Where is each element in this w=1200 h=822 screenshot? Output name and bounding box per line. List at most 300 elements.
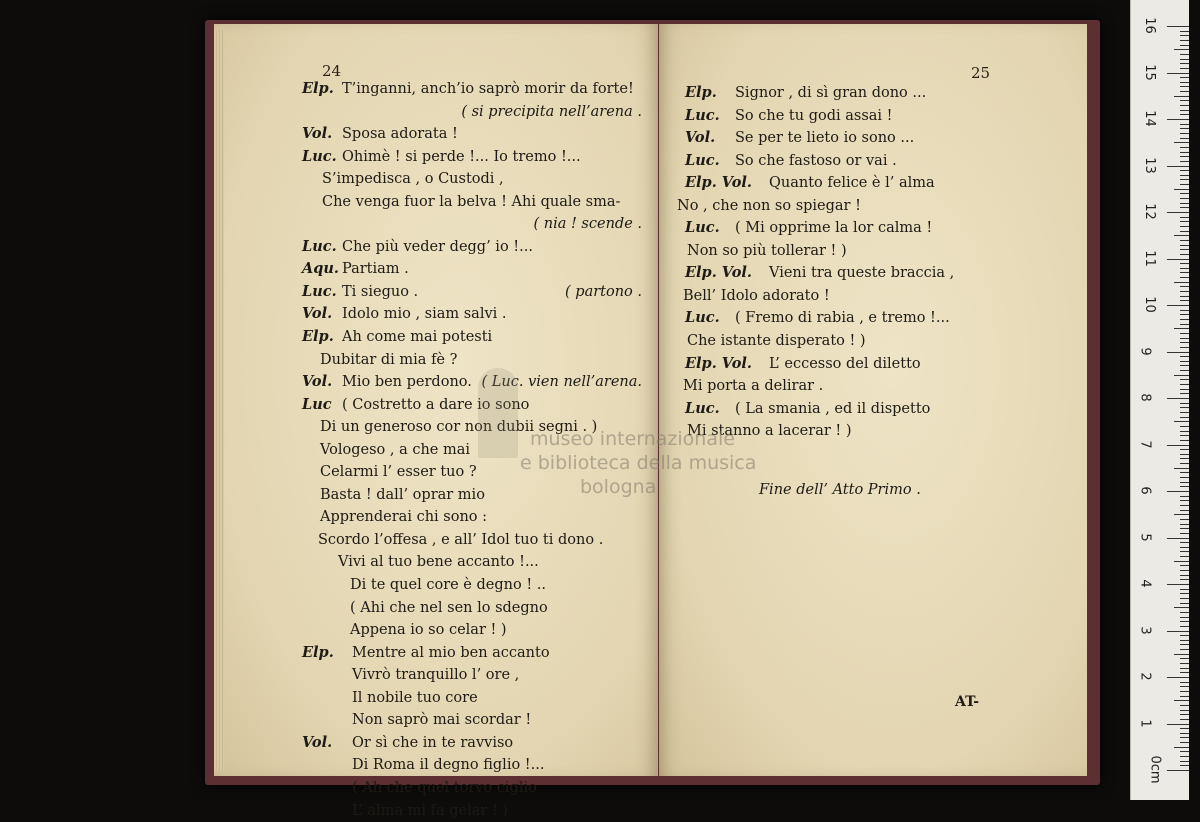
catchword: AT-: [955, 694, 979, 710]
ruler-tick: [1180, 100, 1189, 101]
ruler-tick: [1180, 417, 1189, 418]
ruler-tick: [1180, 300, 1189, 301]
ruler-tick: [1180, 77, 1189, 78]
text-line: [302, 800, 642, 822]
text-line: [685, 353, 1005, 376]
ruler-tick: [1180, 728, 1189, 729]
verse-text: Mi stanno a lacerar ! ): [687, 423, 851, 439]
text-line: [685, 217, 1005, 240]
verse-text: Di te quel core è degno ! ..: [350, 577, 546, 593]
ruler-tick: [1180, 556, 1189, 557]
text-line: [302, 754, 642, 777]
text-line: [302, 506, 642, 529]
ruler-number: 4: [1138, 579, 1153, 587]
ruler-tick: [1180, 217, 1189, 218]
ruler-tick: [1180, 370, 1189, 371]
verse-text: Se per te lieto io sono ...: [735, 130, 914, 146]
ruler-tick: [1180, 198, 1189, 199]
ruler-tick: [1180, 472, 1189, 473]
ruler-tick: [1174, 49, 1189, 50]
text-line: [685, 240, 1005, 263]
verse-text: ( Costretto a dare io sono: [342, 397, 529, 413]
ruler-tick: [1180, 179, 1189, 180]
ruler-number: 10: [1142, 296, 1157, 313]
ruler-tick: [1167, 259, 1189, 260]
ruler-number: 8: [1138, 393, 1153, 401]
ruler-tick: [1180, 500, 1189, 501]
ruler-tick: [1180, 458, 1189, 459]
ruler-tick: [1180, 682, 1189, 683]
ruler-tick: [1180, 263, 1189, 264]
verse-text: L’ eccesso del diletto: [769, 356, 921, 372]
ruler-tick: [1180, 742, 1189, 743]
ruler-number: 12: [1142, 203, 1157, 220]
speaker-label: Elp. Vol.: [685, 172, 765, 195]
speaker-label: Vol.: [302, 732, 342, 755]
verse-text: Or sì che in te ravviso: [352, 735, 513, 751]
ruler-tick: [1180, 751, 1189, 752]
ruler-tick: [1180, 649, 1189, 650]
ruler-number: 1: [1138, 719, 1153, 727]
ruler-tick: [1180, 617, 1189, 618]
ruler-tick: [1180, 626, 1189, 627]
ruler-tick: [1180, 31, 1189, 32]
ruler-unit-label: 0cm: [1148, 755, 1163, 783]
ruler-tick: [1174, 654, 1189, 655]
ruler-tick: [1180, 696, 1189, 697]
ruler-tick: [1167, 305, 1189, 306]
page-edges: [214, 30, 224, 770]
ruler-tick: [1180, 156, 1189, 157]
speaker-label: Vol.: [685, 127, 725, 150]
ruler-tick: [1167, 491, 1189, 492]
ruler-tick: [1180, 86, 1189, 87]
speaker-label: Luc.: [685, 307, 725, 330]
verse-text: L’ alma mi fa gelar ! ): [352, 803, 508, 819]
ruler-tick: [1180, 226, 1189, 227]
ruler-tick: [1180, 705, 1189, 706]
ruler-tick: [1180, 663, 1189, 664]
text-line: [302, 732, 642, 755]
speaker-label: Luc.: [302, 236, 342, 259]
ruler-tick: [1180, 338, 1189, 339]
verse-text: Ah come mai potesti: [342, 329, 492, 345]
text-line: [302, 258, 642, 281]
ruler-tick: [1167, 677, 1189, 678]
text-line: [685, 127, 1005, 150]
ruler-number: 14: [1142, 110, 1157, 127]
ruler-tick: [1180, 533, 1189, 534]
text-line: [302, 777, 642, 800]
ruler-tick: [1180, 691, 1189, 692]
ruler-tick: [1180, 286, 1189, 287]
ruler-number: 2: [1138, 672, 1153, 680]
verse-text: So che tu godi assai !: [735, 108, 892, 124]
ruler-tick: [1180, 393, 1189, 394]
watermark-line-3: bologna: [580, 478, 656, 497]
ruler-tick: [1180, 110, 1189, 111]
ruler-tick: [1180, 589, 1189, 590]
ruler-tick: [1180, 449, 1189, 450]
verse-text: Che venga fuor la belva ! Ahi quale sma-: [322, 194, 620, 210]
text-line: [302, 642, 642, 665]
ruler-tick: [1180, 403, 1189, 404]
ruler-tick: [1180, 342, 1189, 343]
speaker-label: Luc.: [685, 217, 725, 240]
ruler-tick: [1180, 45, 1189, 46]
ruler-tick: [1180, 319, 1189, 320]
ruler-tick: [1180, 542, 1189, 543]
ruler-tick: [1180, 579, 1189, 580]
ruler-tick: [1180, 221, 1189, 222]
ruler-tick: [1180, 324, 1189, 325]
ruler-tick: [1167, 631, 1189, 632]
verse-text: Scordo l’offesa , e all’ Idol tuo ti dono .: [318, 532, 603, 548]
ruler-tick: [1180, 686, 1189, 687]
verse-text: Bell’ Idolo adorato !: [683, 288, 830, 304]
ruler-tick: [1167, 584, 1189, 585]
speaker-label: Elp.: [685, 82, 725, 105]
ruler-tick: [1167, 166, 1189, 167]
ruler-tick: [1180, 612, 1189, 613]
ruler-number: 13: [1142, 157, 1157, 174]
ruler-tick: [1180, 254, 1189, 255]
verse-text: Celarmi l’ esser tuo ?: [320, 464, 477, 480]
ruler-tick: [1180, 598, 1189, 599]
ruler-tick: [1180, 91, 1189, 92]
ruler-tick: [1180, 672, 1189, 673]
speaker-label: Luc.: [302, 146, 342, 169]
speaker-label: Luc.: [685, 150, 725, 173]
verse-text: Quanto felice è l’ alma: [769, 175, 935, 191]
verse-text: Vivrò tranquillo l’ ore ,: [352, 667, 519, 683]
text-line: [302, 146, 642, 169]
ruler-tick: [1180, 454, 1189, 455]
ruler-tick: [1180, 551, 1189, 552]
ruler-tick: [1180, 124, 1189, 125]
verse-text: Che più veder degg’ io !...: [342, 239, 533, 255]
ruler-tick: [1180, 82, 1189, 83]
ruler-tick: [1180, 640, 1189, 641]
ruler-tick: [1180, 379, 1189, 380]
text-line: [302, 371, 642, 394]
ruler-tick: [1180, 347, 1189, 348]
ruler-tick: [1180, 333, 1189, 334]
ruler-tick: [1167, 538, 1189, 539]
ruler-tick: [1180, 593, 1189, 594]
ruler-tick: [1174, 514, 1189, 515]
watermark-line-2: e biblioteca della musica: [520, 454, 756, 473]
text-line: [302, 687, 642, 710]
verse-text: Mio ben perdono.: [342, 374, 472, 390]
ruler-tick: [1174, 328, 1189, 329]
ruler-tick: [1174, 375, 1189, 376]
ruler-number: 9: [1138, 347, 1153, 355]
ruler-tick: [1180, 510, 1189, 511]
ruler-tick: [1180, 505, 1189, 506]
ruler-number: 6: [1138, 486, 1153, 494]
ruler-tick: [1180, 68, 1189, 69]
verse-text: Ti sieguo .: [342, 284, 418, 300]
text-line: [685, 150, 1005, 173]
speaker-label: Elp.: [302, 326, 342, 349]
verse-text: Che istante disperato ! ): [687, 333, 866, 349]
ruler-tick: [1174, 421, 1189, 422]
text-line: [685, 398, 1005, 421]
text-line: [302, 191, 642, 214]
speaker-label: Luc.: [302, 281, 342, 304]
right-page-text: [685, 82, 1005, 443]
ruler-tick: [1180, 761, 1189, 762]
left-page-text: [302, 78, 642, 822]
ruler-number: 7: [1138, 440, 1153, 448]
ruler-tick: [1167, 26, 1189, 27]
speaker-label: Aqu.: [302, 258, 342, 281]
ruler-tick: [1180, 231, 1189, 232]
right-page: [659, 24, 1087, 776]
text-line: [685, 307, 1005, 330]
ruler-tick: [1180, 268, 1189, 269]
ruler-tick: [1180, 519, 1189, 520]
ruler-tick: [1180, 603, 1189, 604]
ruler-tick: [1180, 161, 1189, 162]
ruler-tick: [1174, 235, 1189, 236]
verse-text: Non so più tollerar ! ): [687, 243, 847, 259]
verse-text: S’impedisca , o Custodi ,: [322, 171, 504, 187]
ruler-tick: [1180, 547, 1189, 548]
ruler-tick: [1180, 152, 1189, 153]
ruler-tick: [1180, 365, 1189, 366]
ruler-number: 11: [1142, 250, 1157, 267]
ruler-tick: [1180, 170, 1189, 171]
ruler-tick: [1174, 142, 1189, 143]
left-page-number: 24: [322, 62, 341, 80]
text-line: [685, 285, 1005, 308]
ruler-tick: [1180, 249, 1189, 250]
speaker-label: Vol.: [302, 371, 342, 394]
text-line: [302, 349, 642, 372]
verse-text: Dubitar di mia fè ?: [320, 352, 457, 368]
ruler-tick: [1180, 105, 1189, 106]
verse-text: No , che non so spiegar !: [677, 198, 861, 214]
ruler-tick: [1180, 384, 1189, 385]
ruler-tick: [1180, 621, 1189, 622]
ruler-tick: [1180, 570, 1189, 571]
ruler-tick: [1167, 352, 1189, 353]
text-line: [302, 101, 642, 124]
speaker-label: Luc.: [685, 105, 725, 128]
ruler-tick: [1180, 635, 1189, 636]
ruler-tick: [1180, 138, 1189, 139]
text-line: [302, 78, 642, 101]
watermark-line-1: museo internazionale: [530, 430, 735, 449]
ruler-tick: [1180, 644, 1189, 645]
text-line: [685, 195, 1005, 218]
ruler-tick: [1180, 486, 1189, 487]
ruler-tick: [1180, 528, 1189, 529]
ruler-tick: [1180, 207, 1189, 208]
ruler-tick: [1174, 282, 1189, 283]
ruler-tick: [1180, 184, 1189, 185]
text-line: [302, 529, 642, 552]
ruler-tick: [1180, 114, 1189, 115]
ruler-tick: [1180, 59, 1189, 60]
ruler-tick: [1180, 710, 1189, 711]
ruler-tick: [1180, 426, 1189, 427]
ruler-tick: [1180, 147, 1189, 148]
text-line: [685, 172, 1005, 195]
text-line: [302, 664, 642, 687]
speaker-label: Vol.: [302, 123, 342, 146]
ruler-tick: [1180, 193, 1189, 194]
verse-text: Idolo mio , siam salvi .: [342, 306, 507, 322]
ruler-tick: [1180, 175, 1189, 176]
left-page: [214, 24, 658, 776]
ruler-tick: [1167, 770, 1189, 771]
verse-text: ( Ah che quel torvo ciglio: [352, 780, 537, 796]
ruler-tick: [1180, 277, 1189, 278]
act-end-note: Fine dell’ Atto Primo .: [759, 482, 921, 498]
ruler-tick: [1167, 119, 1189, 120]
verse-text: Appena io so celar ! ): [350, 622, 507, 638]
text-line: [302, 619, 642, 642]
text-line: [302, 709, 642, 732]
verse-text: Mi porta a delirar .: [683, 378, 823, 394]
ruler-number: 3: [1138, 626, 1153, 634]
ruler-tick: [1180, 407, 1189, 408]
ruler-tick: [1180, 719, 1189, 720]
measurement-ruler: [1130, 0, 1189, 800]
text-line: [302, 168, 642, 191]
ruler-tick: [1167, 398, 1189, 399]
speaker-label: Elp. Vol.: [685, 353, 765, 376]
ruler-tick: [1180, 431, 1189, 432]
ruler-tick: [1180, 412, 1189, 413]
ruler-tick: [1174, 747, 1189, 748]
speaker-label: Elp.: [302, 78, 342, 101]
text-line: [302, 574, 642, 597]
text-line: [302, 213, 642, 236]
verse-text: Sposa adorata !: [342, 126, 458, 142]
text-line: [685, 330, 1005, 353]
text-line: [302, 551, 642, 574]
ruler-tick: [1180, 272, 1189, 273]
verse-text: Vieni tra queste braccia ,: [769, 265, 954, 281]
text-line: [302, 123, 642, 146]
text-line: [302, 303, 642, 326]
ruler-tick: [1180, 40, 1189, 41]
verse-text: ( Fremo di rabia , e tremo !...: [735, 310, 950, 326]
verse-text: ( Ahi che nel sen lo sdegno: [350, 600, 548, 616]
ruler-tick: [1180, 203, 1189, 204]
ruler-number: 5: [1138, 533, 1153, 541]
verse-text: So che fastoso or vai .: [735, 153, 897, 169]
verse-text: Vologeso , a che mai: [320, 442, 470, 458]
text-line: [302, 281, 642, 304]
ruler-tick: [1174, 189, 1189, 190]
ruler-tick: [1174, 700, 1189, 701]
ruler-tick: [1180, 440, 1189, 441]
text-line: [685, 105, 1005, 128]
speaker-label: Vol.: [302, 303, 342, 326]
ruler-tick: [1174, 96, 1189, 97]
ruler-tick: [1180, 54, 1189, 55]
watermark-logo: [478, 368, 518, 458]
text-line: [685, 82, 1005, 105]
ruler-number: 15: [1142, 64, 1157, 81]
ruler-tick: [1180, 714, 1189, 715]
ruler-tick: [1180, 524, 1189, 525]
ruler-tick: [1167, 212, 1189, 213]
ruler-tick: [1180, 765, 1189, 766]
ruler-tick: [1180, 240, 1189, 241]
ruler-tick: [1167, 73, 1189, 74]
stage-direction: ( partono .: [565, 281, 642, 304]
ruler-tick: [1180, 658, 1189, 659]
ruler-tick: [1180, 756, 1189, 757]
verse-text: ( Mi opprime la lor calma !: [735, 220, 932, 236]
verse-text: Ohimè ! si perde !... Io tremo !...: [342, 149, 581, 165]
text-line: [685, 375, 1005, 398]
ruler-tick: [1180, 565, 1189, 566]
verse-text: T’inganni, anch’io saprò morir da forte!: [342, 81, 634, 97]
verse-text: Apprenderai chi sono :: [320, 509, 487, 525]
speaker-label: Luc: [302, 394, 342, 417]
text-line: [302, 236, 642, 259]
ruler-number: 16: [1142, 17, 1157, 34]
text-line: [685, 262, 1005, 285]
ruler-tick: [1180, 133, 1189, 134]
ruler-tick: [1180, 668, 1189, 669]
text-line: [302, 326, 642, 349]
text-line: [302, 394, 642, 417]
text-line: [302, 597, 642, 620]
ruler-tick: [1180, 496, 1189, 497]
ruler-tick: [1180, 128, 1189, 129]
speaker-label: Elp. Vol.: [685, 262, 765, 285]
ruler-tick: [1180, 361, 1189, 362]
ruler-tick: [1167, 445, 1189, 446]
ruler-tick: [1180, 575, 1189, 576]
ruler-tick: [1180, 463, 1189, 464]
ruler-tick: [1180, 389, 1189, 390]
ruler-tick: [1180, 314, 1189, 315]
verse-text: Mentre al mio ben accanto: [352, 645, 550, 661]
ruler-tick: [1180, 477, 1189, 478]
verse-text: Il nobile tuo core: [352, 690, 478, 706]
ruler-tick: [1180, 296, 1189, 297]
ruler-tick: [1180, 245, 1189, 246]
verse-text: Partiam .: [342, 261, 409, 277]
stage-direction: ( Luc. vien nell’arena.: [482, 371, 642, 394]
stage-direction: ( nia ! scende .: [534, 213, 643, 236]
ruler-tick: [1180, 435, 1189, 436]
verse-text: Basta ! dall’ oprar mio: [320, 487, 485, 503]
verse-text: Di un generoso cor non dubii segni . ): [320, 419, 597, 435]
ruler-tick: [1180, 63, 1189, 64]
speaker-label: Elp.: [302, 642, 342, 665]
ruler-tick: [1180, 737, 1189, 738]
verse-text: Di Roma il degno figlio !...: [352, 757, 544, 773]
speaker-label: Luc.: [685, 398, 725, 421]
ruler-tick: [1180, 356, 1189, 357]
ruler-tick: [1174, 607, 1189, 608]
verse-text: Signor , di sì gran dono ...: [735, 85, 926, 101]
verse-text: Non saprò mai scordar !: [352, 712, 531, 728]
ruler-tick: [1174, 561, 1189, 562]
right-page-number: 25: [971, 64, 990, 82]
ruler-tick: [1180, 733, 1189, 734]
